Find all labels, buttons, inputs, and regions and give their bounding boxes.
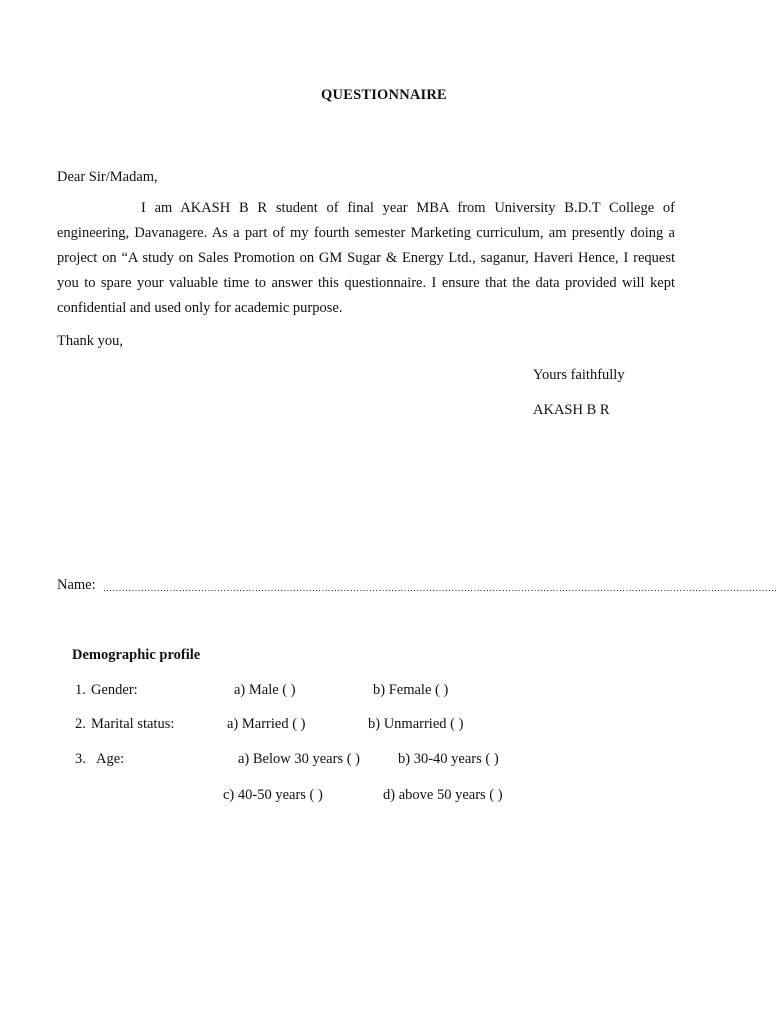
option-female[interactable]: b) Female ( ) — [373, 682, 449, 698]
section-title-demographic: Demographic profile — [72, 647, 201, 663]
question-label-age: Age: — [96, 751, 125, 767]
option-male[interactable]: a) Male ( ) — [234, 682, 296, 698]
option-30-40[interactable]: b) 30-40 years ( ) — [398, 751, 499, 767]
name-field[interactable] — [103, 583, 778, 593]
question-number: 2. — [75, 716, 86, 732]
question-label-gender: Gender: — [91, 682, 138, 698]
option-below-30[interactable]: a) Below 30 years ( ) — [238, 751, 360, 767]
question-number: 3. — [75, 751, 86, 767]
option-married[interactable]: a) Married ( ) — [227, 716, 306, 732]
question-label-marital-status: Marital status: — [91, 716, 175, 732]
option-unmarried[interactable]: b) Unmarried ( ) — [368, 716, 464, 732]
name-field-dots: …………………………………………………………………………………………………………………………………………………………………………………………… — [103, 583, 778, 593]
document-title: QUESTIONNAIRE — [321, 87, 447, 103]
signature-name: AKASH B R — [533, 402, 610, 418]
option-above-50[interactable]: d) above 50 years ( ) — [383, 787, 503, 803]
intro-paragraph: I am AKASH B R student of final year MBA from University B.D.T College of engineering, Davanagere. As a part of my fourth semester Marketing curriculum, am presently doing a project on “A study on Sales Promotion on GM Sugar & Energy Ltd., saganur, Haveri Hence, I request you to spare your valuable time to answer this questionnaire. I ensure that the data provided will kept confidential and used only for academic purpose. — [57, 200, 675, 316]
option-40-50[interactable]: c) 40-50 years ( ) — [223, 787, 323, 803]
thanks-line: Thank you, — [57, 333, 124, 349]
salutation: Dear Sir/Madam, — [57, 169, 158, 185]
name-label: Name: — [57, 577, 96, 593]
question-number: 1. — [75, 682, 86, 698]
closing-line: Yours faithfully — [533, 367, 625, 383]
